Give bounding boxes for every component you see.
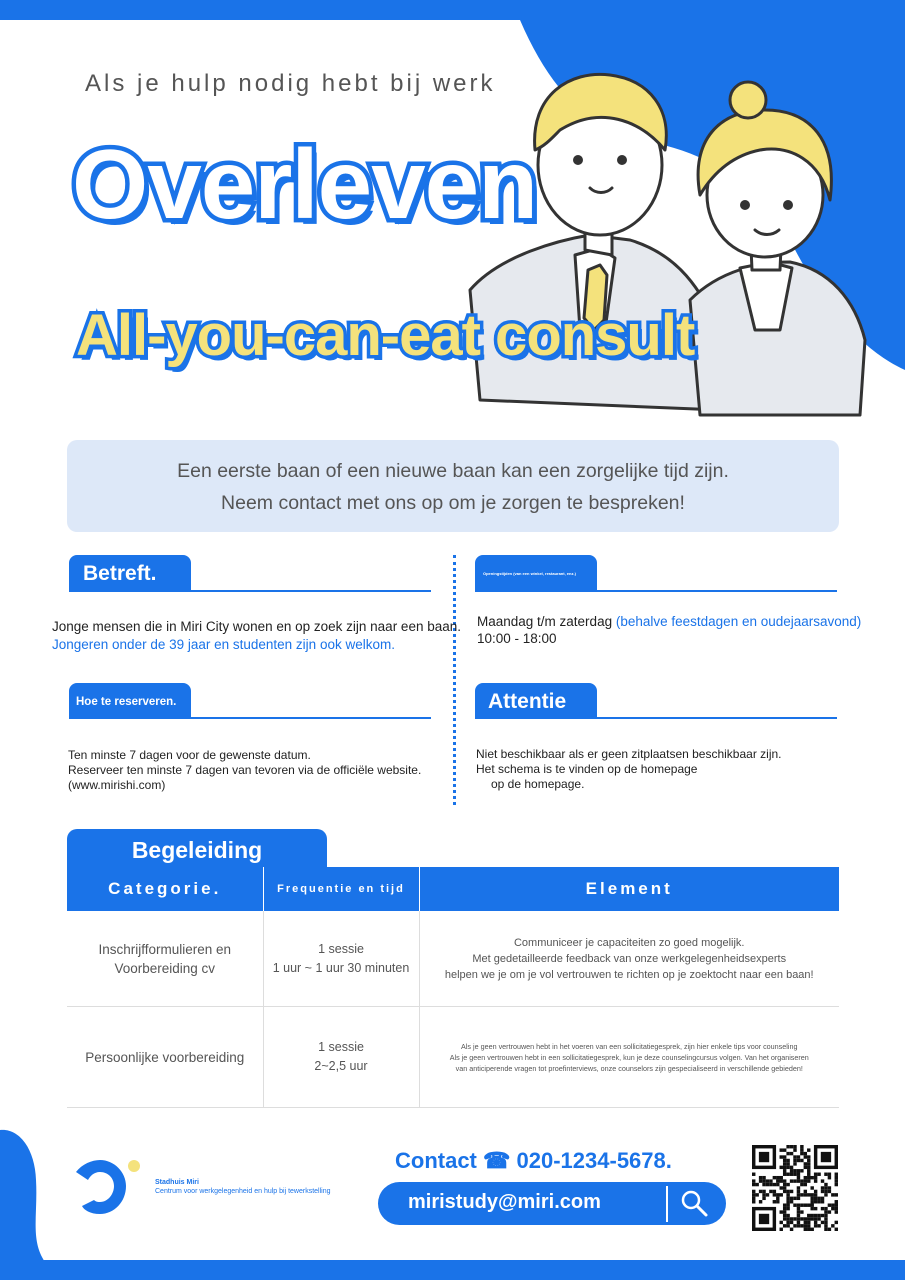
reserve-underline [69, 717, 431, 719]
hours-underline [475, 590, 837, 592]
row2-category [67, 1007, 263, 1108]
table-row [67, 911, 839, 1007]
row1-frequency-line-1: 1 sessie [318, 941, 364, 956]
hours-days-line [477, 614, 861, 630]
attention-line-1: Niet beschikbaar als er geen zitplaatsen beschikbaar zijn. [476, 747, 782, 761]
row1-category [67, 911, 263, 1007]
reserve-line-1: Ten minste 7 dagen voor de gewenste datum. [68, 748, 311, 762]
target-heading: Betreft. [69, 555, 191, 591]
column-header-frequency: Frequentie en tijd [263, 867, 419, 911]
column-header-element: Element [419, 867, 839, 911]
main-title: Overleven [72, 129, 537, 239]
reserve-line-2: Reserveer ten minste 7 dagen van tevoren via de officiële website. [68, 763, 422, 777]
row2-element-line-1: Als je geen vertrouwen hebt in het voeren van een sollicitatiegesprek, zijn hier enkele tips voor counseling [461, 1041, 798, 1051]
row1-category-line-1: Inschrijfformulieren en [98, 941, 232, 957]
sub-title: All-you-can-eat consult [76, 303, 695, 368]
email-address[interactable]: miristudy@miri.com [408, 1191, 601, 1213]
column-divider [453, 555, 456, 805]
row2-frequency [263, 1007, 419, 1108]
row1-element [419, 911, 839, 1007]
row1-element-line-3: helpen we je om je vol vertrouwen te richten op je zoektocht naar een baan! [444, 968, 814, 981]
reserve-line-3: (www.mirishi.com) [68, 778, 166, 792]
row2-element [419, 1007, 839, 1108]
row2-frequency-line-2: 2~2,5 uur [314, 1059, 368, 1073]
tagline: Als je hulp nodig hebt bij werk [85, 70, 496, 97]
guidance-heading: Begeleiding [67, 829, 327, 867]
intro-line-2: Neem contact met ons op om je zorgen te bespreken! [221, 492, 685, 514]
row1-element-line-2: Met gedetailleerde feedback van onze werkgelegenheidsexperts [472, 952, 787, 965]
row1-frequency [263, 911, 419, 1007]
target-underline [69, 590, 431, 592]
hours-heading: Openingstijden (van een winkel, restaurant, enz.) [475, 555, 597, 591]
attention-underline [475, 717, 837, 719]
contact-phone[interactable]: Contact ☎ 020-1234-5678. [395, 1148, 672, 1173]
intro-line-1: Een eerste baan of een nieuwe baan kan een zorgelijke tijd zijn. [177, 460, 729, 482]
attention-heading: Attentie [475, 683, 597, 719]
hours-exception: (behalve feestdagen en oudejaarsavond) [615, 614, 862, 629]
org-name: Stadhuis Miri [155, 1179, 199, 1186]
intro-box [67, 440, 839, 532]
org-description: Centrum voor werkgelegenheid en hulp bij tewerkstelling [155, 1188, 331, 1195]
email-separator [666, 1186, 668, 1222]
qr-code-icon [752, 1145, 838, 1231]
row2-frequency-line-1: 1 sessie [318, 1040, 364, 1054]
target-line-2: Jongeren onder de 39 jaar en studenten zijn ook welkom. [52, 637, 395, 652]
row1-element-line-1: Communiceer je capaciteiten zo goed mogelijk. [513, 936, 745, 949]
row1-frequency-line-2: 1 uur ~ 1 uur 30 minuten [272, 960, 410, 975]
reserve-heading: Hoe te reserveren. [69, 683, 191, 719]
table-header-row [67, 867, 839, 911]
attention-line-3: op de homepage. [491, 777, 585, 791]
hours-time: 10:00 - 18:00 [477, 631, 557, 646]
guidance-table [67, 867, 839, 1108]
target-line-1: Jonge mensen die in Miri City wonen en op zoek zijn naar een baan. [52, 619, 461, 634]
column-header-category: Categorie. [67, 867, 263, 911]
row1-category-line-2: Voorbereiding cv [114, 960, 216, 976]
hours-days: Maandag t/m zaterdag [477, 614, 613, 629]
city-hall-logo-icon [68, 1156, 148, 1220]
search-icon[interactable] [679, 1188, 709, 1218]
row2-element-line-2: Als je geen vertrouwen hebt in een sollicitatiegesprek, kun je deze counselingcursus volgen. Van het organiseren [449, 1052, 809, 1062]
table-row [67, 1007, 839, 1108]
attention-line-2: Het schema is te vinden op de homepage [476, 762, 698, 776]
row2-element-line-3: van anticiperende vragen tot proefinterviews, onze counselors zijn gespecialiseerd in verschillende gebieden! [455, 1063, 803, 1073]
row2-category-line-1: Persoonlijke voorbereiding [85, 1049, 245, 1065]
